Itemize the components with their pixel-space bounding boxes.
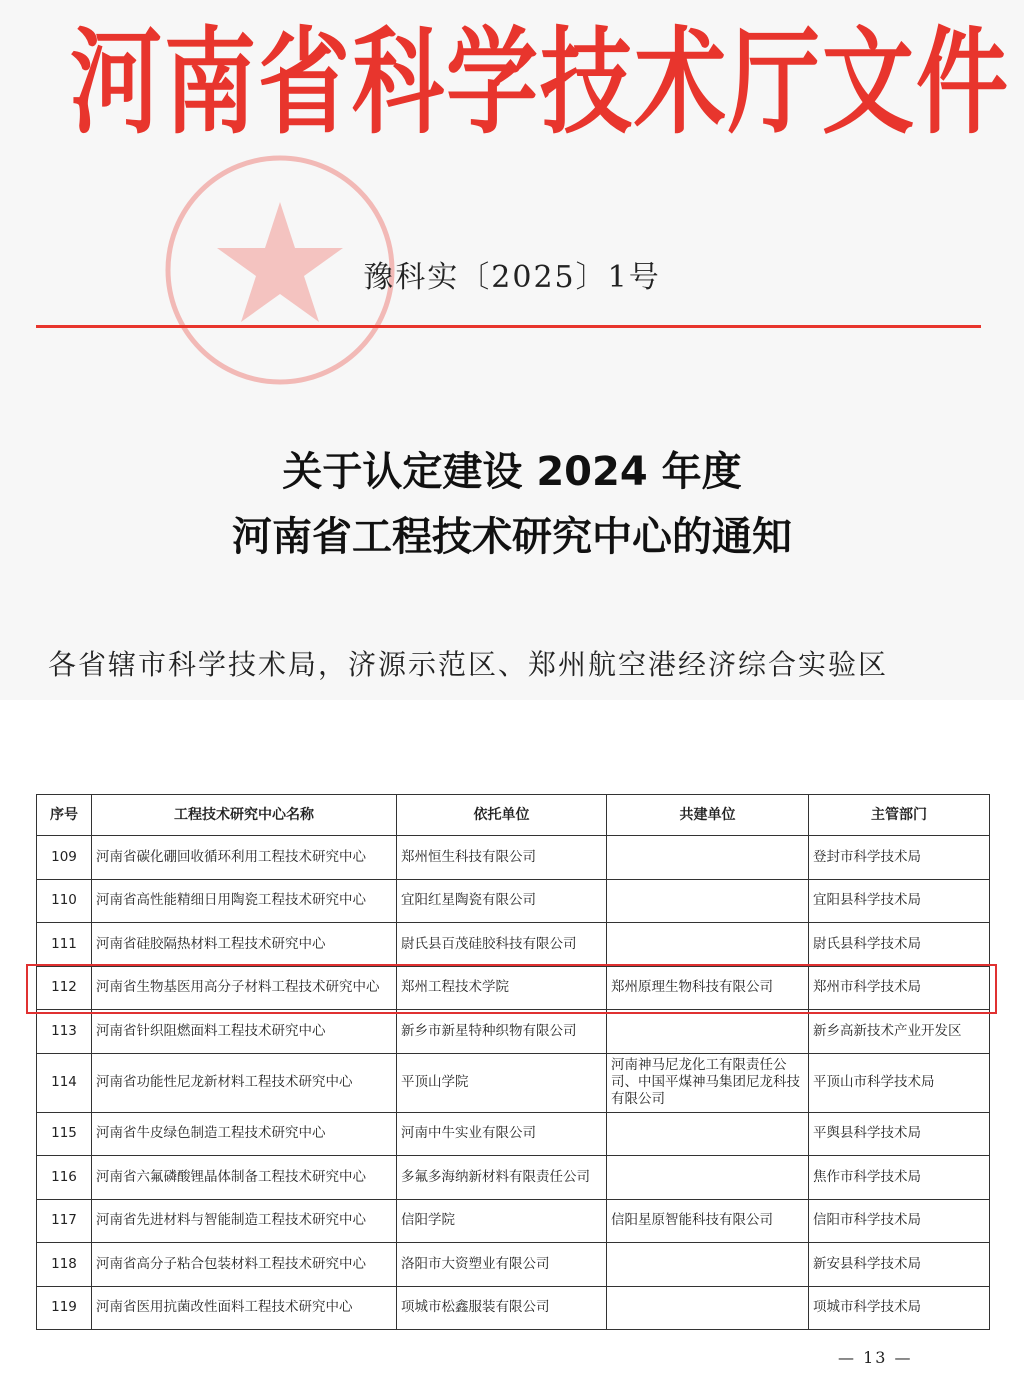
table-row: [37, 1199, 990, 1243]
cell-center-name: 河南省医用抗菌改性面料工程技术研究中心: [92, 1286, 397, 1330]
cell-partner-unit: 郑州原理生物科技有限公司: [607, 966, 809, 1010]
cell-host-unit: 宜阳红星陶瓷有限公司: [397, 879, 607, 923]
cell-partner-unit: [607, 923, 809, 967]
red-divider-line: [36, 325, 981, 328]
column-header-dept: 主管部门: [809, 795, 990, 836]
table-row: [37, 1010, 990, 1054]
cell-center-name: 河南省高性能精细日用陶瓷工程技术研究中心: [92, 879, 397, 923]
cell-center-name: 河南省碳化硼回收循环利用工程技术研究中心: [92, 836, 397, 880]
cell-partner-unit: [607, 879, 809, 923]
table-row: [37, 1053, 990, 1112]
table-row: [37, 923, 990, 967]
table-row: [37, 1286, 990, 1330]
cell-department: 尉氏县科学技术局: [809, 923, 990, 967]
cell-partner-unit: [607, 1286, 809, 1330]
cell-no: 110: [37, 879, 92, 923]
highlight-box: [26, 964, 997, 1014]
cell-center-name: 河南省高分子粘合包装材料工程技术研究中心: [92, 1243, 397, 1287]
cell-department: 新乡高新技术产业开发区: [809, 1010, 990, 1054]
column-header-host: 依托单位: [397, 795, 607, 836]
cell-partner-unit: [607, 1243, 809, 1287]
cell-host-unit: 多氟多海纳新材料有限责任公司: [397, 1156, 607, 1200]
cell-no: 113: [37, 1010, 92, 1054]
cell-partner-unit: 信阳星原智能科技有限公司: [607, 1199, 809, 1243]
cell-no: 112: [37, 966, 92, 1010]
cell-department: 平舆县科学技术局: [809, 1112, 990, 1156]
cell-host-unit: 尉氏县百茂硅胶科技有限公司: [397, 923, 607, 967]
cell-host-unit: 郑州恒生科技有限公司: [397, 836, 607, 880]
cell-no: 116: [37, 1156, 92, 1200]
column-header-name: 工程技术研究中心名称: [92, 795, 397, 836]
cell-no: 119: [37, 1286, 92, 1330]
table-row: [37, 1112, 990, 1156]
cell-center-name: 河南省硅胶隔热材料工程技术研究中心: [92, 923, 397, 967]
cell-partner-unit: [607, 836, 809, 880]
cell-department: 信阳市科学技术局: [809, 1199, 990, 1243]
cell-no: 117: [37, 1199, 92, 1243]
cell-department: 焦作市科学技术局: [809, 1156, 990, 1200]
cell-host-unit: 平顶山学院: [397, 1053, 607, 1112]
cell-no: 114: [37, 1053, 92, 1112]
column-header-no: 序号: [37, 795, 92, 836]
cell-partner-unit: [607, 1010, 809, 1054]
cell-host-unit: 信阳学院: [397, 1199, 607, 1243]
cell-department: 平顶山市科学技术局: [809, 1053, 990, 1112]
cell-partner-unit: 河南神马尼龙化工有限责任公司、中国平煤神马集团尼龙科技有限公司: [607, 1053, 809, 1112]
cell-center-name: 河南省牛皮绿色制造工程技术研究中心: [92, 1112, 397, 1156]
engineering-center-table: [36, 794, 990, 1330]
cell-no: 109: [37, 836, 92, 880]
cell-host-unit: 河南中牛实业有限公司: [397, 1112, 607, 1156]
table-header-row: [37, 795, 990, 836]
cell-host-unit: 洛阳市大资塑业有限公司: [397, 1243, 607, 1287]
column-header-partner: 共建单位: [607, 795, 809, 836]
table-row: [37, 1243, 990, 1287]
recipients-line: 各省辖市科学技术局，济源示范区、郑州航空港经济综合实验区: [48, 648, 889, 681]
cell-no: 118: [37, 1243, 92, 1287]
cell-center-name: 河南省针织阻燃面料工程技术研究中心: [92, 1010, 397, 1054]
cell-center-name: 河南省六氟磷酸锂晶体制备工程技术研究中心: [92, 1156, 397, 1200]
cell-host-unit: 新乡市新星特种织物有限公司: [397, 1010, 607, 1054]
cell-department: 宜阳县科学技术局: [809, 879, 990, 923]
cell-department: 项城市科学技术局: [809, 1286, 990, 1330]
page-number: — 13 —: [838, 1348, 913, 1367]
cell-department: 新安县科学技术局: [809, 1243, 990, 1287]
notice-heading-line-2: 河南省工程技术研究中心的通知: [232, 514, 792, 560]
cell-center-name: 河南省生物基医用高分子材料工程技术研究中心: [92, 966, 397, 1010]
cell-center-name: 河南省先进材料与智能制造工程技术研究中心: [92, 1199, 397, 1243]
cell-no: 115: [37, 1112, 92, 1156]
cell-partner-unit: [607, 1156, 809, 1200]
notice-heading-line-1: 关于认定建设 2024 年度: [282, 449, 742, 495]
table-row: [37, 1156, 990, 1200]
cell-department: 郑州市科学技术局: [809, 966, 990, 1010]
cell-no: 111: [37, 923, 92, 967]
cell-department: 登封市科学技术局: [809, 836, 990, 880]
table-row: [37, 879, 990, 923]
cell-host-unit: 项城市松鑫服装有限公司: [397, 1286, 607, 1330]
table-row: [37, 836, 990, 880]
document-number: 豫科实〔2025〕1号: [363, 260, 661, 295]
document-header-title: 河南省科学技术厅文件: [70, 15, 1011, 150]
cell-host-unit: 郑州工程技术学院: [397, 966, 607, 1010]
cell-center-name: 河南省功能性尼龙新材料工程技术研究中心: [92, 1053, 397, 1112]
cell-partner-unit: [607, 1112, 809, 1156]
